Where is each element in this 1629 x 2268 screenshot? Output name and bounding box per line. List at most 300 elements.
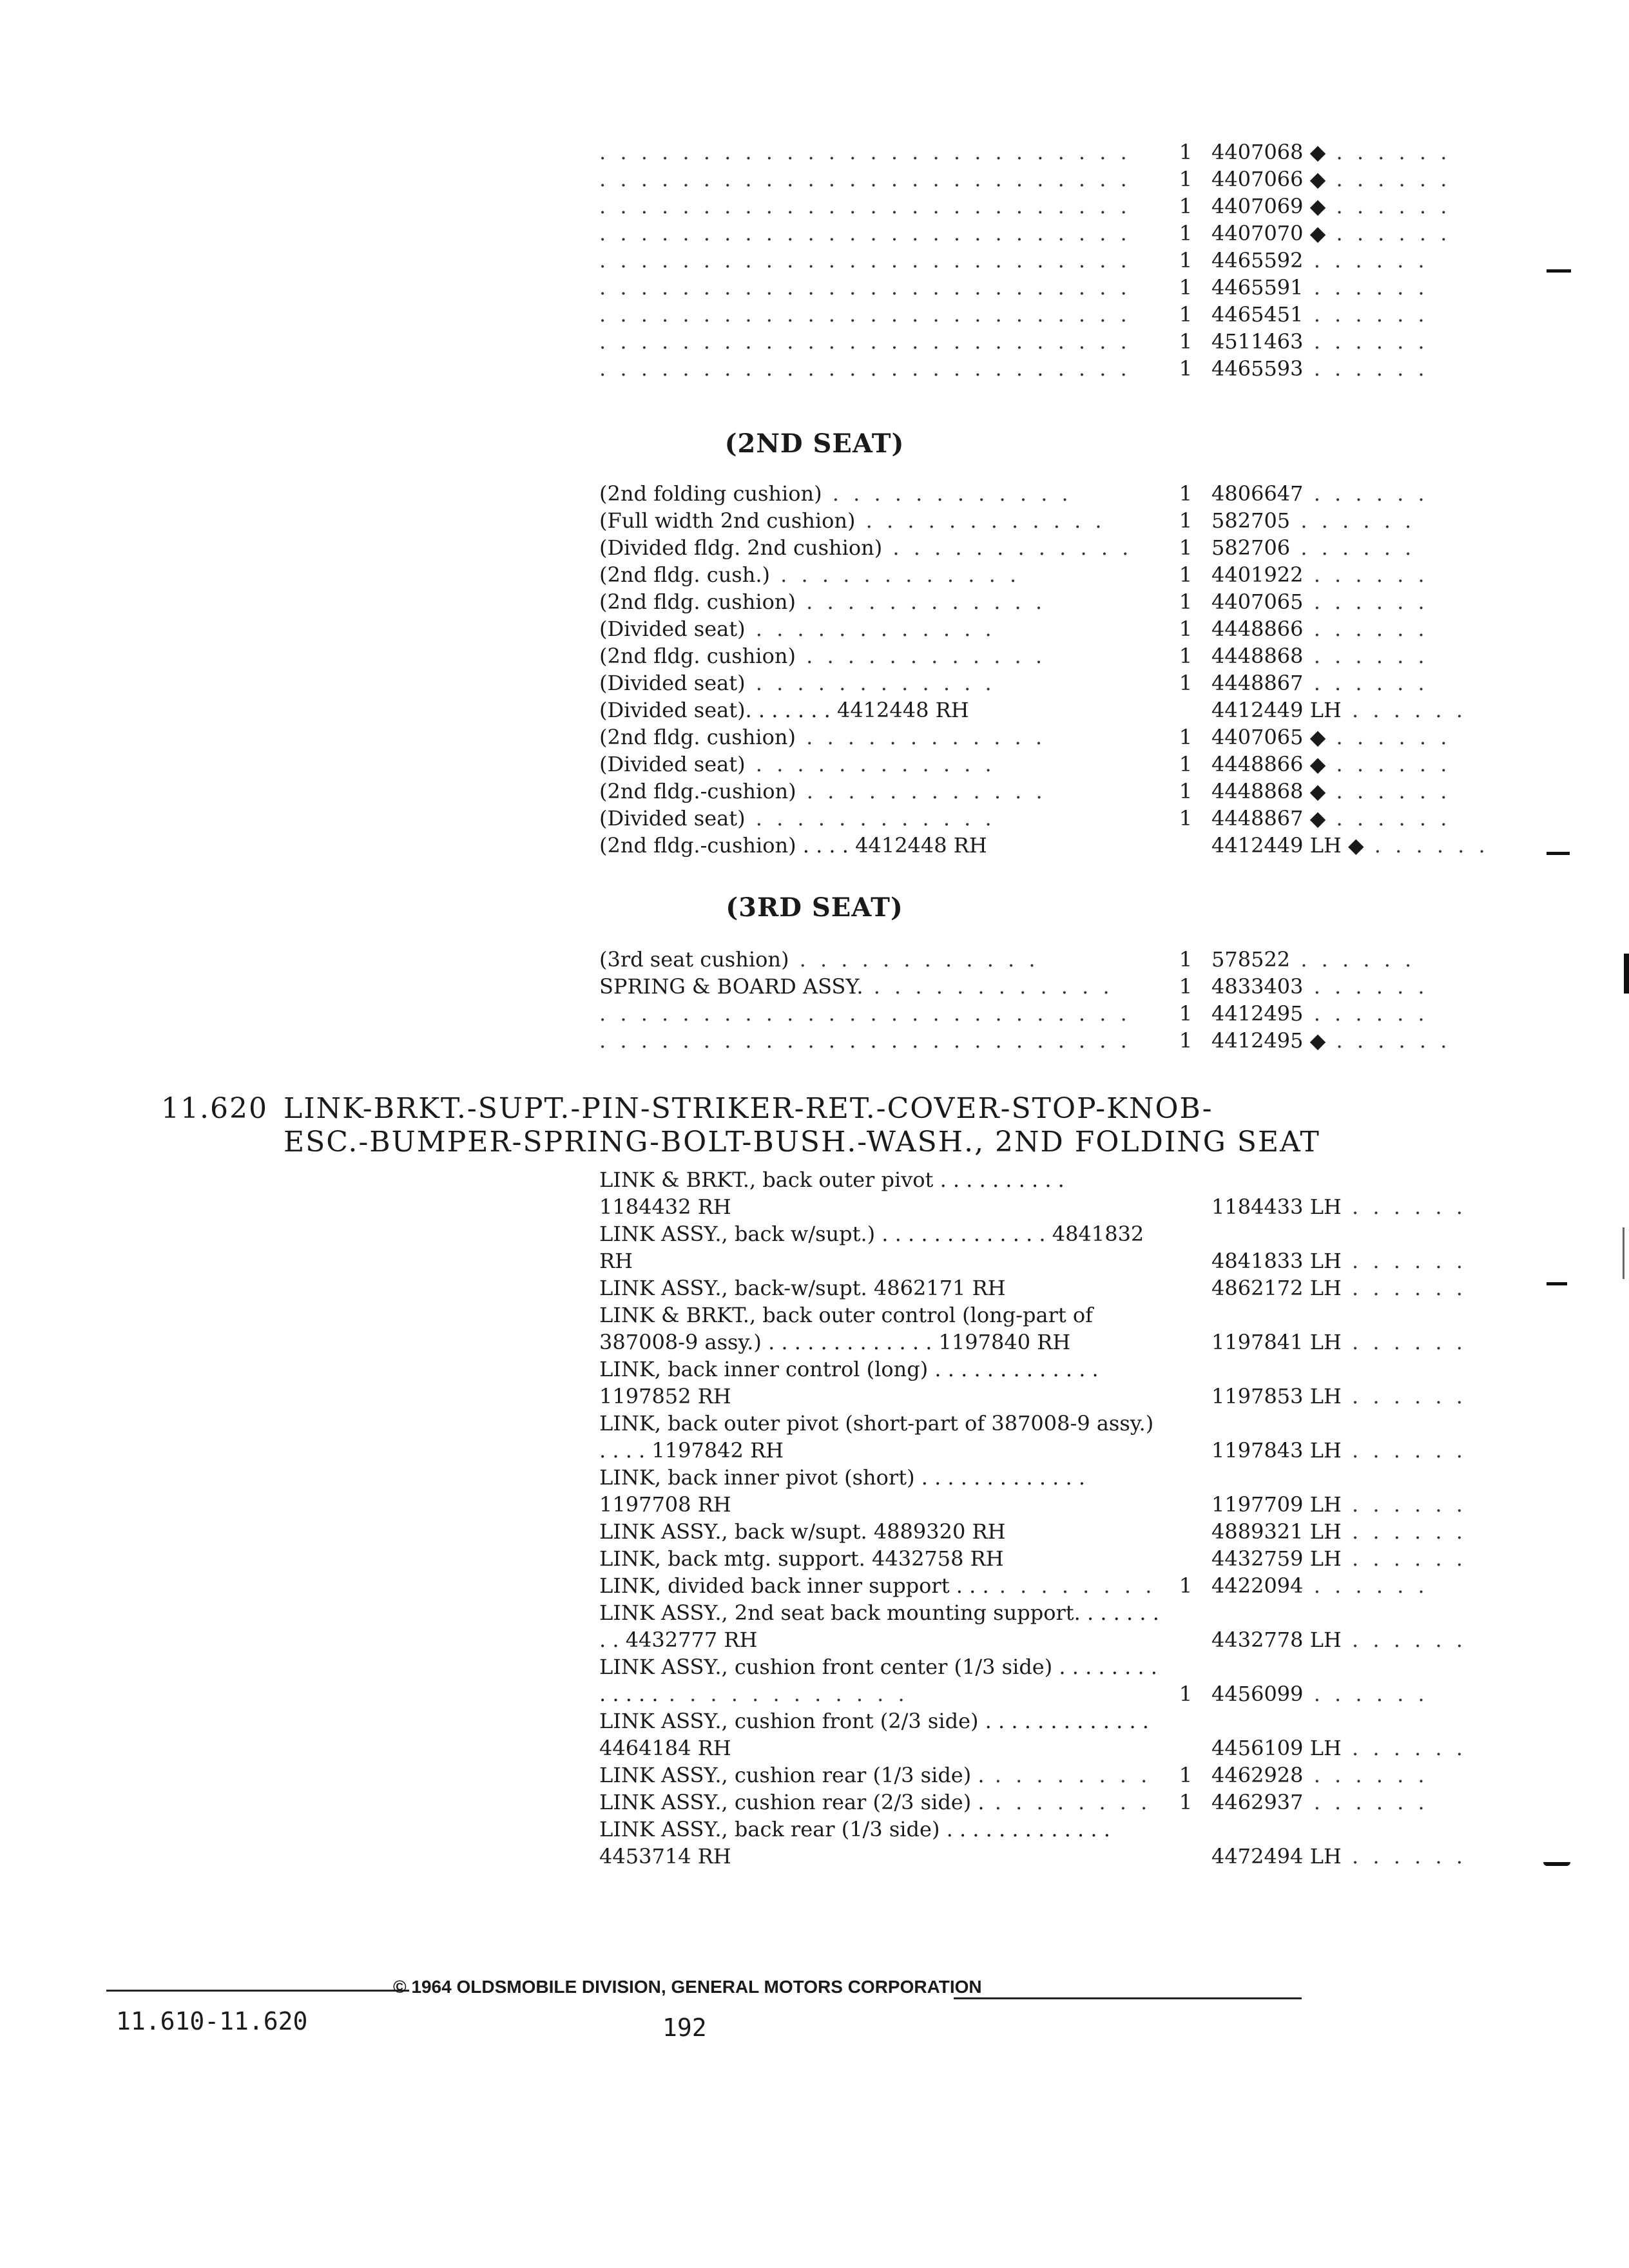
description-cell bbox=[599, 1653, 1160, 1707]
part-number-cell bbox=[1211, 669, 1429, 697]
description-cell bbox=[599, 642, 1160, 669]
table-row bbox=[122, 724, 1451, 751]
part-number-cell bbox=[1211, 832, 1489, 859]
leader-dots: . . . . . . bbox=[1290, 947, 1416, 972]
leader-dots: . . . . . . bbox=[1303, 481, 1429, 506]
description-cell bbox=[599, 139, 1160, 166]
part-number-cell bbox=[1211, 946, 1416, 973]
part-number-cell bbox=[1211, 1680, 1429, 1707]
description-text: (Divided seat) bbox=[599, 617, 746, 641]
table-row bbox=[122, 507, 1416, 534]
margin-mark-2 bbox=[1547, 852, 1570, 855]
part-number: 4412449 LH ◆ bbox=[1211, 833, 1364, 858]
part-number: 4833403 bbox=[1211, 974, 1304, 999]
part-number-cell bbox=[1211, 561, 1429, 588]
table-row bbox=[122, 139, 1451, 166]
part-number-cell bbox=[1211, 615, 1429, 642]
table-row bbox=[122, 832, 1489, 859]
third-seat-parts-list bbox=[122, 946, 1451, 1054]
leader-dots: . . . . . . bbox=[1303, 1790, 1429, 1814]
description-cell bbox=[599, 1518, 1160, 1545]
quantity-cell: 1 bbox=[1179, 535, 1193, 560]
leader-dots: . . . . . . bbox=[1341, 1249, 1467, 1273]
table-row bbox=[122, 1572, 1429, 1599]
description-cell bbox=[599, 1789, 1160, 1816]
description-text: LINK ASSY., cushion front center (1/3 side) . . . . . . . . . . . . . bbox=[599, 1655, 1157, 1706]
table-row bbox=[122, 697, 1467, 724]
description-cell bbox=[599, 1816, 1160, 1870]
quantity-cell: 1 bbox=[1179, 167, 1193, 191]
table-row bbox=[122, 669, 1429, 697]
part-number: 4412495 bbox=[1211, 1001, 1304, 1026]
description-cell bbox=[599, 1572, 1160, 1599]
quantity-cell: 1 bbox=[1179, 329, 1193, 354]
table-row bbox=[122, 166, 1451, 193]
part-number-cell bbox=[1211, 1027, 1451, 1054]
table-row bbox=[122, 1027, 1451, 1054]
description-text: LINK, back inner pivot (short) . . . . . . . . . . . . . 1197708 RH bbox=[599, 1465, 1086, 1517]
leader-dots: . . . . . . . . . . . . bbox=[822, 481, 1072, 506]
part-number: 4448866 bbox=[1211, 617, 1304, 641]
part-number-cell bbox=[1211, 1518, 1467, 1545]
description-cell bbox=[599, 220, 1160, 247]
description-cell bbox=[599, 588, 1160, 615]
leader-dots: . . . . . . bbox=[1341, 1519, 1467, 1544]
leader-dots: . . . . . . bbox=[1325, 779, 1451, 803]
quantity-cell: 1 bbox=[1179, 947, 1193, 972]
part-number: 4472494 LH bbox=[1211, 1844, 1342, 1869]
leader-dots: . . . . . . bbox=[1325, 167, 1451, 191]
leader-dots: . . . . . . bbox=[1303, 248, 1429, 273]
quantity-cell: 1 bbox=[1179, 806, 1193, 831]
part-number: 4465591 bbox=[1211, 275, 1304, 300]
part-number: 4465592 bbox=[1211, 248, 1304, 273]
description-text: LINK ASSY., cushion rear (2/3 side) . bbox=[599, 1790, 985, 1814]
leader-dots: . . . . . . bbox=[1325, 140, 1451, 164]
table-row bbox=[122, 220, 1451, 247]
part-number: 4401922 bbox=[1211, 562, 1304, 587]
part-number: 4465451 bbox=[1211, 302, 1304, 327]
third-seat-heading: (3RD SEAT) bbox=[726, 892, 903, 923]
table-row bbox=[122, 1356, 1467, 1410]
quantity-cell: 1 bbox=[1179, 725, 1193, 749]
page-number: 192 bbox=[662, 2013, 707, 2042]
table-row bbox=[122, 1274, 1467, 1302]
part-number-cell bbox=[1211, 1193, 1467, 1220]
description-text: (2nd fldg.-cushion) bbox=[599, 779, 796, 803]
description-cell bbox=[599, 1707, 1160, 1762]
description-text: LINK & BRKT., back outer control (long-part of 387008-9 assy.) . . . . . . . . . . . . . 1197840 RH bbox=[599, 1303, 1093, 1354]
leader-dots: . . . . . . bbox=[1325, 752, 1451, 776]
table-row bbox=[122, 1464, 1467, 1518]
description-cell bbox=[599, 301, 1160, 328]
part-number-cell bbox=[1211, 220, 1451, 247]
table-row bbox=[122, 534, 1416, 561]
part-number: 4407070 ◆ bbox=[1211, 221, 1326, 245]
leader-dots: . . . . . . bbox=[1303, 644, 1429, 668]
description-cell bbox=[599, 1274, 1160, 1302]
table-row bbox=[122, 1789, 1429, 1816]
quantity-cell: 1 bbox=[1179, 1573, 1193, 1598]
section-title-line2: ESC.-BUMPER-SPRING-BOLT-BUSH.-WASH., 2ND FOLDING SEAT bbox=[284, 1126, 1320, 1158]
description-text: LINK ASSY., back w/supt. 4889320 RH bbox=[599, 1519, 1006, 1544]
leader-dots: . . . . . . . . bbox=[999, 1573, 1156, 1598]
footer-section-range: 11.610-11.620 bbox=[116, 2007, 308, 2035]
leader-dots: . . . . . . bbox=[1341, 1195, 1467, 1219]
table-row bbox=[122, 274, 1429, 301]
leader-dots: . . . . . . bbox=[1290, 508, 1416, 533]
description-cell bbox=[599, 247, 1160, 274]
leader-dots: . . . . . . . . . . . . . . . . . . . . . . . . . . bbox=[599, 329, 1131, 354]
part-number: 4407068 ◆ bbox=[1211, 140, 1326, 164]
table-row bbox=[122, 1653, 1429, 1707]
description-text: LINK, divided back inner support . . . bbox=[599, 1573, 989, 1598]
leader-dots: . . . . . . . . . . . . . . . . . . . . . . . . . . bbox=[599, 1028, 1131, 1053]
part-number: 582706 bbox=[1211, 535, 1291, 560]
leader-dots: . . . . . . . . . . . . bbox=[882, 535, 1133, 560]
table-row bbox=[122, 1518, 1467, 1545]
part-number-cell bbox=[1211, 1735, 1467, 1762]
section-number: 11.620 bbox=[161, 1092, 268, 1125]
quantity-cell: 1 bbox=[1179, 974, 1193, 999]
leader-dots: . . . . . . bbox=[1325, 221, 1451, 245]
part-number-cell bbox=[1211, 507, 1416, 534]
leader-dots: . . . . . . . . . . . . bbox=[745, 752, 996, 776]
part-number-cell bbox=[1211, 751, 1451, 778]
leader-dots: . . . . . . bbox=[1303, 617, 1429, 641]
description-cell bbox=[599, 193, 1160, 220]
description-text: LINK ASSY., back w/supt.) . . . . . . . . . . . . . 4841832 RH bbox=[599, 1222, 1144, 1273]
description-cell bbox=[599, 480, 1160, 507]
part-number-cell bbox=[1211, 480, 1429, 507]
quantity-cell: 1 bbox=[1179, 671, 1193, 695]
part-number-cell bbox=[1211, 247, 1429, 274]
quantity-cell: 1 bbox=[1179, 1028, 1193, 1053]
part-number: 1197853 LH bbox=[1211, 1384, 1342, 1408]
table-row bbox=[122, 1166, 1467, 1220]
part-number: 4448867 ◆ bbox=[1211, 806, 1326, 831]
description-cell bbox=[599, 328, 1160, 355]
leader-dots: . . . . . . bbox=[1341, 698, 1467, 722]
part-number-cell bbox=[1211, 1491, 1467, 1518]
table-row bbox=[122, 480, 1429, 507]
table-row bbox=[122, 1707, 1467, 1762]
leader-dots: . . . . . . bbox=[1303, 590, 1429, 614]
part-number: 1197709 LH bbox=[1211, 1492, 1342, 1517]
description-cell bbox=[599, 1302, 1160, 1356]
part-number-cell bbox=[1211, 1626, 1467, 1653]
table-row bbox=[122, 588, 1429, 615]
leader-dots: . . . . . . . . . . . . bbox=[658, 1682, 909, 1706]
leader-dots: . . . . . . . . bbox=[994, 1790, 1152, 1814]
description-cell bbox=[599, 615, 1160, 642]
description-cell bbox=[599, 1000, 1160, 1027]
table-row bbox=[122, 328, 1429, 355]
part-number-cell bbox=[1211, 1000, 1429, 1027]
quantity-cell: 1 bbox=[1179, 140, 1193, 164]
part-number: 1184433 LH bbox=[1211, 1195, 1342, 1219]
part-number-cell bbox=[1211, 1247, 1467, 1274]
table-row bbox=[122, 946, 1416, 973]
description-text: (3rd seat cushion) bbox=[599, 947, 789, 972]
description-cell bbox=[599, 534, 1160, 561]
part-number-cell bbox=[1211, 642, 1429, 669]
part-number: 4448866 ◆ bbox=[1211, 752, 1326, 776]
part-number-cell bbox=[1211, 166, 1451, 193]
table-row bbox=[122, 751, 1451, 778]
leader-dots: . . . . . . bbox=[1341, 1546, 1467, 1571]
leader-dots: . . . . . . . . . . . . . . . . . . . . . . . . . . bbox=[599, 221, 1131, 245]
leader-dots: . . . . . . bbox=[1303, 671, 1429, 695]
leader-dots: . . . . . . bbox=[1325, 194, 1451, 218]
leader-dots: . . . . . . . . . . . . . . . . . . . . . . . . . . bbox=[599, 275, 1131, 300]
description-cell bbox=[599, 973, 1160, 1000]
part-number-cell bbox=[1211, 697, 1467, 724]
part-number: 4412449 LH bbox=[1211, 698, 1342, 722]
description-cell bbox=[599, 1410, 1160, 1464]
leader-dots: . . . . . . . . . . . . . . . . . . . . . . . . . . bbox=[599, 140, 1131, 164]
leader-dots: . . . . . . . . . . . . . . . . . . . . . . . . . . bbox=[599, 248, 1131, 273]
leader-dots: . . . . . . bbox=[1325, 1028, 1451, 1053]
part-number-cell bbox=[1211, 588, 1429, 615]
part-number: 4407066 ◆ bbox=[1211, 167, 1326, 191]
section-title bbox=[161, 1092, 1321, 1159]
leader-dots: . . . . . . . . . . . . bbox=[795, 644, 1046, 668]
leader-dots: . . . . . . bbox=[1303, 974, 1429, 999]
section-title-line1: LINK-BRKT.-SUPT.-PIN-STRIKER-RET.-COVER-STOP-KNOB- bbox=[284, 1092, 1213, 1125]
part-number-cell bbox=[1211, 328, 1429, 355]
part-number-cell bbox=[1211, 1329, 1467, 1356]
quantity-cell: 1 bbox=[1179, 356, 1193, 381]
description-text: LINK ASSY., back rear (1/3 side) . . . . . . . . . . . . . 4453714 RH bbox=[599, 1817, 1110, 1869]
description-cell bbox=[599, 166, 1160, 193]
leader-dots: . . . . . . . . . . . . . . . . . . . . . . . . . . bbox=[599, 167, 1131, 191]
description-cell bbox=[599, 946, 1160, 973]
second-seat-parts-list bbox=[122, 480, 1489, 859]
description-text: LINK ASSY., back-w/supt. 4862171 RH bbox=[599, 1276, 1006, 1300]
quantity-cell: 1 bbox=[1179, 248, 1193, 273]
part-number-cell bbox=[1211, 778, 1451, 805]
table-row bbox=[122, 642, 1429, 669]
table-row bbox=[122, 973, 1429, 1000]
quantity-cell: 1 bbox=[1179, 221, 1193, 245]
description-cell bbox=[599, 751, 1160, 778]
description-cell bbox=[599, 1027, 1160, 1054]
part-number: 4806647 bbox=[1211, 481, 1304, 506]
leader-dots: . . . . . . bbox=[1341, 1628, 1467, 1652]
part-number: 4465593 bbox=[1211, 356, 1304, 381]
part-number-cell bbox=[1211, 274, 1429, 301]
description-cell bbox=[599, 724, 1160, 751]
quantity-cell: 1 bbox=[1179, 1763, 1193, 1787]
description-cell bbox=[599, 561, 1160, 588]
quantity-cell: 1 bbox=[1179, 617, 1193, 641]
part-number: 4422094 bbox=[1211, 1573, 1304, 1598]
part-number: 582705 bbox=[1211, 508, 1291, 533]
description-cell bbox=[599, 778, 1160, 805]
leader-dots: . . . . . . bbox=[1303, 329, 1429, 354]
part-number-cell bbox=[1211, 1383, 1467, 1410]
margin-mark-6 bbox=[1543, 1862, 1570, 1866]
leader-dots: . . . . . . bbox=[1341, 1492, 1467, 1517]
description-text: (Divided seat) bbox=[599, 806, 746, 831]
leader-dots: . . . . . . . . . . . . . . . . . . . . . . . . . . bbox=[599, 194, 1131, 218]
leader-dots: . . . . . . bbox=[1341, 1330, 1467, 1354]
part-number: 4448867 bbox=[1211, 671, 1304, 695]
quantity-cell: 1 bbox=[1179, 194, 1193, 218]
leader-dots: . . . . . . . . . . . . bbox=[789, 947, 1039, 972]
description-text: (Divided seat) bbox=[599, 671, 746, 695]
description-text: (2nd fldg. cush.) bbox=[599, 562, 770, 587]
part-number-cell bbox=[1211, 973, 1429, 1000]
table-row bbox=[122, 247, 1429, 274]
part-number: 4862172 LH bbox=[1211, 1276, 1342, 1300]
description-text: (2nd folding cushion) bbox=[599, 481, 822, 506]
table-row bbox=[122, 1302, 1467, 1356]
description-cell bbox=[599, 1356, 1160, 1410]
leader-dots: . . . . . . . . . . . . . . . . . . . . . . . . . . bbox=[599, 302, 1131, 327]
table-row bbox=[122, 301, 1429, 328]
leader-dots: . . . . . . bbox=[1341, 1276, 1467, 1300]
table-row bbox=[122, 1410, 1467, 1464]
part-number-cell bbox=[1211, 805, 1451, 832]
part-number: 1197841 LH bbox=[1211, 1330, 1342, 1354]
leader-dots: . . . . . . bbox=[1341, 1736, 1467, 1760]
leader-dots: . . . . . . bbox=[1303, 1573, 1429, 1598]
part-number: 578522 bbox=[1211, 947, 1291, 972]
quantity-cell: 1 bbox=[1179, 644, 1193, 668]
description-cell bbox=[599, 1545, 1160, 1572]
quantity-cell: 1 bbox=[1179, 590, 1193, 614]
description-text: (2nd fldg. cushion) bbox=[599, 725, 796, 749]
table-row bbox=[122, 1762, 1429, 1789]
table-row bbox=[122, 805, 1451, 832]
leader-dots: . . . . . . bbox=[1364, 833, 1489, 858]
second-seat-heading: (2ND SEAT) bbox=[724, 428, 905, 459]
leader-dots: . . . . . . . . . . . . bbox=[745, 671, 996, 695]
description-text: (Divided seat). . . . . . . 4412448 RH bbox=[599, 698, 969, 722]
part-number-cell bbox=[1211, 1843, 1467, 1870]
table-row bbox=[122, 193, 1451, 220]
part-number-cell bbox=[1211, 139, 1451, 166]
part-number: 4889321 LH bbox=[1211, 1519, 1342, 1544]
leader-dots: . . . . . . bbox=[1303, 275, 1429, 300]
table-row bbox=[122, 1220, 1467, 1274]
part-number: 4462937 bbox=[1211, 1790, 1304, 1814]
table-row bbox=[122, 1545, 1467, 1572]
part-number: 4448868 ◆ bbox=[1211, 779, 1326, 803]
description-text: SPRING & BOARD ASSY. bbox=[599, 974, 863, 999]
part-number: 4462928 bbox=[1211, 1763, 1304, 1787]
part-number-cell bbox=[1211, 355, 1429, 382]
leader-dots: . . . . . . bbox=[1290, 535, 1416, 560]
leader-dots: . . . . . . bbox=[1341, 1844, 1467, 1869]
part-number: 4407065 ◆ bbox=[1211, 725, 1326, 749]
leader-dots: . . . . . . . . . . . . . . . . . . . . . . . . . . bbox=[599, 356, 1131, 381]
quantity-cell: 1 bbox=[1179, 779, 1193, 803]
part-number-cell bbox=[1211, 301, 1429, 328]
table-row bbox=[122, 1599, 1467, 1653]
margin-mark-3 bbox=[1624, 954, 1629, 994]
leader-dots: . . . . . . bbox=[1303, 302, 1429, 327]
leader-dots: . . . . . . . . . . . . bbox=[795, 725, 1046, 749]
description-text: (Divided fldg. 2nd cushion) bbox=[599, 535, 883, 560]
part-number: 4412495 ◆ bbox=[1211, 1028, 1326, 1053]
leader-dots: . . . . . . bbox=[1341, 1438, 1467, 1463]
margin-mark-4 bbox=[1623, 1227, 1624, 1279]
part-number-cell bbox=[1211, 534, 1416, 561]
description-cell bbox=[599, 669, 1160, 697]
leader-dots: . . . . . . bbox=[1303, 1682, 1429, 1706]
description-text: LINK ASSY., cushion front (2/3 side) . . . . . . . . . . . . . 4464184 RH bbox=[599, 1709, 1149, 1760]
description-cell bbox=[599, 697, 1160, 724]
leader-dots: . . . . . . bbox=[1303, 356, 1429, 381]
footer-rule-right bbox=[954, 1997, 1302, 1999]
description-text: (Full width 2nd cushion) bbox=[599, 508, 856, 533]
part-number: 4456109 LH bbox=[1211, 1736, 1342, 1760]
part-number-cell bbox=[1211, 724, 1451, 751]
part-number-cell bbox=[1211, 1437, 1467, 1464]
leader-dots: . . . . . . bbox=[1303, 1763, 1429, 1787]
margin-mark-1 bbox=[1547, 269, 1571, 273]
table-row bbox=[122, 561, 1429, 588]
leader-dots: . . . . . . . . . . . . . . . . . . . . . . . . . . bbox=[599, 1001, 1131, 1026]
margin-mark-5 bbox=[1547, 1282, 1567, 1285]
leader-dots: . . . . . . . . . . . . bbox=[855, 508, 1106, 533]
part-number: 4448868 bbox=[1211, 644, 1304, 668]
table-row bbox=[122, 615, 1429, 642]
description-cell bbox=[599, 1166, 1160, 1220]
description-cell bbox=[599, 832, 1160, 859]
description-cell bbox=[599, 1464, 1160, 1518]
leader-dots: . . . . . . bbox=[1341, 1384, 1467, 1408]
quantity-cell: 1 bbox=[1179, 1790, 1193, 1814]
part-number: 4456099 bbox=[1211, 1682, 1304, 1706]
part-number-cell bbox=[1211, 1789, 1429, 1816]
quantity-cell: 1 bbox=[1179, 302, 1193, 327]
leader-dots: . . . . . . . . . . . . bbox=[795, 590, 1046, 614]
quantity-cell: 1 bbox=[1179, 508, 1193, 533]
description-cell bbox=[599, 1599, 1160, 1653]
part-number: 4432759 LH bbox=[1211, 1546, 1342, 1571]
top-parts-list bbox=[122, 139, 1451, 382]
quantity-cell: 1 bbox=[1179, 1682, 1193, 1706]
table-row bbox=[122, 778, 1451, 805]
part-number: 4432778 LH bbox=[1211, 1628, 1342, 1652]
leader-dots: . . . . . . . . . . . . bbox=[796, 779, 1046, 803]
description-text: LINK ASSY., 2nd seat back mounting support. . . . . . . . . 4432777 RH bbox=[599, 1600, 1159, 1652]
part-number: 4841833 LH bbox=[1211, 1249, 1342, 1273]
quantity-cell: 1 bbox=[1179, 752, 1193, 776]
description-text: (2nd fldg.-cushion) . . . . 4412448 RH bbox=[599, 833, 987, 858]
leader-dots: . . . . . . . . . . . . bbox=[769, 562, 1021, 587]
part-number-cell bbox=[1211, 193, 1451, 220]
description-cell bbox=[599, 274, 1160, 301]
table-row bbox=[122, 1000, 1429, 1027]
leader-dots: . . . . . . bbox=[1325, 806, 1451, 831]
description-cell bbox=[599, 805, 1160, 832]
part-number: 4407069 ◆ bbox=[1211, 194, 1326, 218]
description-text: LINK, back inner control (long) . . . . . . . . . . . . . 1197852 RH bbox=[599, 1357, 1099, 1408]
description-text: (2nd fldg. cushion) bbox=[599, 644, 796, 668]
leader-dots: . . . . . . . . . . . . bbox=[745, 806, 996, 831]
footer-rule-left bbox=[106, 1990, 409, 1992]
description-text: LINK ASSY., cushion rear (1/3 side) . bbox=[599, 1763, 985, 1787]
leader-dots: . . . . . . bbox=[1303, 562, 1429, 587]
leader-dots: . . . . . . bbox=[1303, 1001, 1429, 1026]
quantity-cell: 1 bbox=[1179, 275, 1193, 300]
part-number: 1197843 LH bbox=[1211, 1438, 1342, 1463]
